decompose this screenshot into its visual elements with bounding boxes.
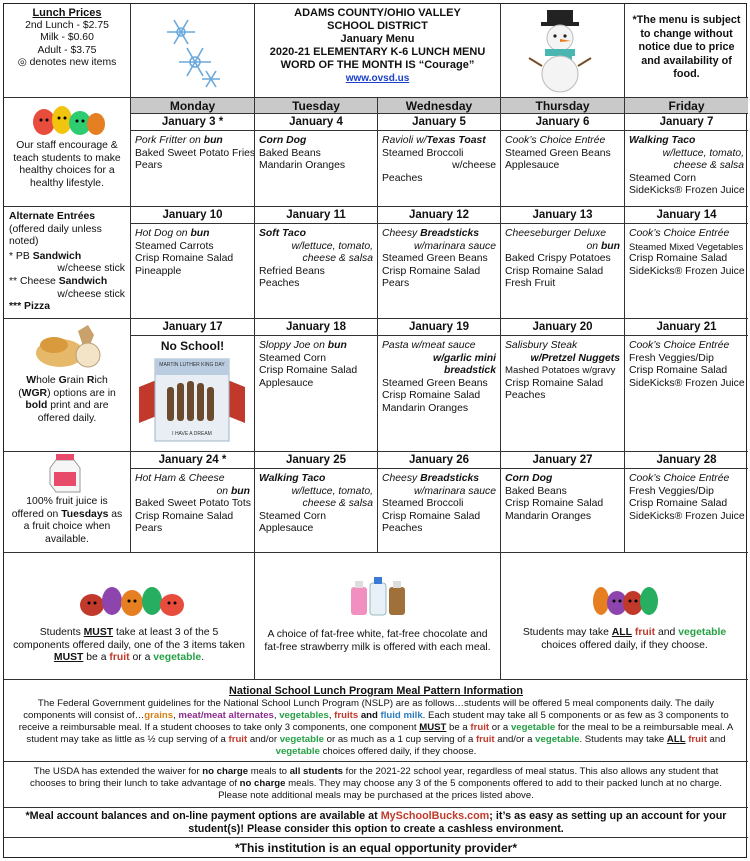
date-header: January 14 (656, 209, 717, 221)
milk-text: A choice of fat-free white, fat-free chocolate and fat-free strawberry milk is offered with each meal. (264, 629, 491, 653)
alternate-cheese-sandwich: ** Cheese Sandwich (9, 275, 108, 287)
mlk-dream-text: I HAVE A DREAM (172, 431, 212, 437)
menu-item: Crisp Romaine Salad (629, 498, 728, 510)
day-cell (254, 451, 377, 552)
day-header-friday: Friday (624, 97, 748, 113)
day-cell (377, 318, 500, 451)
menu-item: Hot Dog on bun (135, 228, 210, 239)
date-header: January 13 (532, 209, 593, 221)
menu-item: SideKicks® Frozen Juice (629, 377, 745, 389)
menu-item: Sloppy Joe on bun (259, 340, 347, 351)
date-header: January 3 * (161, 116, 224, 128)
day-cell (254, 318, 377, 451)
snowman-image-cell (500, 4, 624, 97)
milk-cartons-icon (255, 553, 501, 625)
menu-item: Mandarin Oranges (505, 510, 592, 522)
usda-waiver (4, 761, 748, 807)
date-header: January 17 (162, 321, 223, 333)
menu-item: Baked Sweet Potato Fries (135, 147, 256, 159)
menu-item: Steamed Corn (629, 172, 696, 184)
date-header: January 20 (532, 321, 593, 333)
menu-item: Steamed Corn (259, 352, 326, 364)
day-cell (377, 451, 500, 552)
date-header: January 18 (285, 321, 347, 333)
menu-item: Crisp Romaine Salad (382, 510, 481, 522)
menu-items (131, 468, 254, 537)
menu-items (131, 223, 254, 279)
menu-item: Steamed Carrots (135, 240, 214, 252)
menu-item: Crisp Romaine Salad (629, 365, 728, 377)
menu-item: Salisbury Steak (505, 340, 578, 351)
menu-item: Steamed Green Beans (382, 377, 488, 389)
menu-item: Pasta w/meat sauce (382, 340, 476, 351)
menu-item: Pears (135, 523, 163, 535)
date-header: January 5 (412, 116, 466, 128)
menu-item: SideKicks® Frozen Juice (629, 510, 745, 522)
menu-item: Steamed Corn (259, 510, 326, 522)
snowman-icon (501, 4, 623, 97)
menu-item: Cheesy Breadsticks (382, 473, 480, 484)
price-2nd-lunch: 2nd Lunch - $2.75 (25, 19, 109, 31)
produce-characters-icon (501, 553, 749, 627)
menu-item: Walking Taco (629, 135, 696, 146)
menu-item: breadstick (444, 365, 496, 377)
day-cell (624, 451, 748, 552)
menu-item: Mashed Potatoes w/gravy (505, 365, 616, 377)
menu-item: Refried Beans (259, 265, 325, 277)
menu-item: Pears (135, 160, 163, 172)
snowflake-icon (131, 4, 253, 97)
menu-item: Crisp Romaine Salad (382, 390, 481, 402)
day-cell (130, 318, 254, 451)
day-cell (377, 113, 500, 206)
menu-item: Fresh Fruit (505, 278, 556, 290)
menu-item: Crisp Romaine Salad (382, 265, 481, 277)
menu-item: w/cheese (452, 160, 496, 172)
menu-item: Crisp Romaine Salad (505, 377, 604, 389)
menu-item: Steamed Green Beans (505, 147, 611, 159)
district-line-1: ADAMS COUNTY/OHIO VALLEY (294, 7, 461, 19)
lunch-prices (4, 4, 130, 97)
equal-opportunity-statement: *This institution is an equal opportunity provider* (4, 837, 748, 858)
day-header-tuesday: Tuesday (254, 97, 377, 113)
date-header: January 7 (659, 116, 714, 128)
date-header: January 10 (162, 209, 223, 221)
day-header-thursday: Thursday (500, 97, 624, 113)
menu-item: Baked Beans (259, 147, 321, 159)
menu-item: w/marinara sauce (413, 240, 496, 252)
menu-item: Baked Crispy Potatoes (505, 253, 611, 265)
day-cell (130, 451, 254, 552)
juice-carton-icon (4, 452, 130, 496)
info-fruit-veg (500, 552, 748, 679)
date-header: January 27 (532, 454, 593, 466)
menu-item: Cook’s Choice Entrée (629, 340, 730, 351)
menu-item: on bun (586, 240, 620, 252)
date-header: January 19 (408, 321, 470, 333)
snowflake-image-cell (130, 4, 254, 97)
fruit-veg-text: Students may take ALL fruit and vegetable choices offered daily, if they choose. (522, 627, 727, 651)
date-header: January 28 (656, 454, 717, 466)
menu-item: cheese & salsa (673, 160, 744, 172)
alternate-subtitle: (offered daily unless noted) (9, 223, 102, 248)
menu-item: Applesauce (259, 523, 314, 535)
day-cell (130, 113, 254, 206)
menu-item: Crisp Romaine Salad (135, 253, 234, 265)
menu-item: SideKicks® Frozen Juice (629, 185, 745, 197)
menu-item: w/lettuce, tomato, (662, 147, 744, 159)
menu-item: SideKicks® Frozen Juice (629, 265, 745, 277)
alternate-title: Alternate Entrées (9, 211, 96, 222)
menu-items (378, 335, 500, 417)
fruit-juice-text: 100% fruit juice is offered on Tuesdays as a fruit choice when available. (11, 496, 123, 545)
date-header: January 24 * (158, 454, 227, 466)
info-milk (254, 552, 500, 679)
menu-items (255, 130, 377, 174)
side-alternate-entrees (4, 206, 130, 318)
menu-item: Peaches (382, 523, 423, 535)
date-header: January 25 (285, 454, 347, 466)
menu-item: Pork Fritter on bun (135, 135, 223, 146)
menu-item: Fresh Veggies/Dip (629, 485, 714, 497)
menu-item: Crisp Romaine Salad (505, 265, 604, 277)
menu-item: Applesauce (259, 377, 314, 389)
menu-items (378, 223, 500, 292)
mlk-banner-text: MARTIN LUTHER KING DAY (159, 362, 225, 368)
date-header: January 4 (289, 116, 343, 128)
alternate-pb-side: w/cheese stick (57, 263, 125, 275)
menu-items (501, 468, 624, 524)
day-cell (130, 206, 254, 318)
menu-items (625, 468, 748, 524)
menu-item: Baked Sweet Potato Tots (135, 498, 251, 510)
side-whole-grain (4, 318, 130, 451)
nslp-section (4, 679, 748, 761)
alternate-cheese-side: w/cheese stick (57, 288, 125, 300)
menu-title: 2020-21 ELEMENTARY K-6 LUNCH MENU (269, 46, 486, 58)
menu-item: Mandarin Oranges (259, 160, 346, 172)
menu-item: Corn Dog (505, 473, 553, 484)
menu-item: Soft Taco (259, 228, 306, 239)
menu-item: Cheesy Breadsticks (382, 228, 480, 239)
district-line-2: SCHOOL DISTRICT (327, 20, 428, 32)
menu-change-notice: *The menu is subject to change without notice due to price and availability of food. (624, 4, 748, 97)
menu-items (625, 130, 748, 199)
menu-item: Steamed Broccoli (382, 147, 464, 159)
menu-item: Pineapple (135, 265, 182, 277)
whole-grain-text: Whole Grain Rich (WGR) options are in bold print and are offered daily. (18, 375, 116, 424)
menu-item: w/lettuce, tomato, (291, 485, 373, 497)
day-cell (254, 206, 377, 318)
menu-item: Cook’s Choice Entrée (505, 135, 606, 146)
date-header: January 12 (408, 209, 470, 221)
day-cell (624, 206, 748, 318)
price-adult: Adult - $3.75 (37, 44, 97, 56)
menu-item: Steamed Broccoli (382, 498, 464, 510)
word-of-month: WORD OF THE MONTH IS “Courage” (280, 59, 475, 71)
vegetable-characters-icon (4, 553, 254, 627)
menu-item: Crisp Romaine Salad (259, 365, 358, 377)
menu-items (131, 335, 254, 445)
menu-item: cheese & salsa (302, 253, 373, 265)
price-milk: Milk - $0.60 (40, 32, 94, 44)
day-cell (254, 113, 377, 206)
new-items-note: ◎ denotes new items (17, 57, 117, 69)
menu-items (378, 468, 500, 537)
side-healthy-choices (4, 97, 130, 206)
menu-item: w/garlic mini (433, 352, 496, 364)
menu-item: on bun (216, 485, 250, 497)
day-cell (377, 206, 500, 318)
menu-month: January Menu (340, 33, 415, 45)
date-header: January 26 (408, 454, 470, 466)
menu-item: Applesauce (505, 160, 560, 172)
menu-item: Peaches (259, 278, 300, 290)
menu-item: w/Pretzel Nuggets (530, 352, 620, 364)
menu-item: w/lettuce, tomato, (291, 240, 373, 252)
menu-item: Crisp Romaine Salad (629, 253, 728, 265)
menu-item: w/marinara sauce (413, 485, 496, 497)
menu-items (501, 223, 624, 292)
day-cell (500, 318, 624, 451)
components-text: Students MUST take at least 3 of the 5 components offered daily, one of the 3 items taken MUST be a fruit or a vegetable. (13, 627, 245, 664)
menu-items (501, 335, 624, 404)
alternate-pb-sandwich: * PB Sandwich (9, 250, 82, 262)
menu-item: Ravioli w/Texas Toast (382, 135, 486, 146)
menu-item: Pears (382, 278, 410, 290)
no-school-label: No School! (160, 339, 225, 353)
menu-item: Cook’s Choice Entrée (629, 228, 730, 239)
menu-items (378, 130, 500, 186)
nslp-text: The Federal Government guidelines for the National School Lunch Program (NSLP) are as follows…students will be offered 5 meal components daily. The daily components will consist of…grains, meat/meat alternates, vegetables, fruits and fluid milk. Each student may take all 5 components or as few as 3 components to receive a reimbursable meal. If a student chooses to take only 3 components, one component MUST be a fruit or a vegetable for the meal to be a reimbursable meal. A student may take as little as ½ cup serving of a fruit and/or vegetable or as much as a 1 cup serving of a fruit and/or a vegetable. Students may take ALL fruit and vegetable choices offered daily, if they choose. (18, 698, 734, 757)
menu-item: Fresh Veggies/Dip (629, 352, 714, 364)
new-item-marker-icon: ◎ (17, 57, 27, 69)
myschoolbucks-link[interactable]: MySchoolBucks.com (380, 810, 490, 822)
menu-item: Peaches (382, 172, 423, 184)
menu-item: Cook’s Choice Entrée (629, 473, 730, 484)
bread-basket-icon (4, 319, 130, 375)
menu-items (255, 468, 377, 537)
menu-items (255, 223, 377, 292)
info-components (4, 552, 254, 679)
day-cell (500, 113, 624, 206)
district-website-link[interactable]: www.ovsd.us (345, 73, 410, 84)
meal-account-notice: *Meal account balances and on-line payment options are available at MySchoolBucks.com; it’s as easy as setting up an account for your student(s)! Please consider this option to create a cashless environment. (4, 807, 748, 837)
date-header: January 6 (535, 116, 590, 128)
day-cell (500, 206, 624, 318)
district-title-block (254, 4, 500, 97)
healthy-choices-text: Our staff encourage & teach students to make healthy choices for a healthy lifestyle. (13, 140, 121, 189)
menu-item: Corn Dog (259, 135, 307, 146)
date-header: January 11 (286, 209, 346, 221)
menu-item: cheese & salsa (302, 498, 373, 510)
day-cell (500, 451, 624, 552)
usda-text: The USDA has extended the waiver for no charge meals to all students for the 2021-22 school year, regardless of meal status. This also allows any student that chooses to bring their lunch to take advantage of no charge meals. They may choose any 3 of the 5 components offered to add to their packed lunch at no charge. Please note additional meals may be purchased at the prices listed above. (30, 766, 722, 801)
menu-item: Steamed Green Beans (382, 253, 488, 265)
nslp-title: National School Lunch Program Meal Pattern Information (229, 685, 523, 697)
alternate-pizza: *** Pizza (9, 301, 51, 313)
date-header: January 21 (656, 321, 717, 333)
menu-item: Steamed Mixed Vegetables (629, 240, 744, 252)
menu-item: Cheeseburger Deluxe (505, 228, 607, 239)
menu-item: Mandarin Oranges (382, 402, 469, 414)
menu-item: Baked Beans (505, 485, 567, 497)
side-fruit-juice (4, 451, 130, 552)
menu-items (131, 130, 254, 174)
menu-items (255, 335, 377, 391)
day-header-monday: Monday (130, 97, 254, 113)
menu-items (625, 335, 748, 391)
day-cell (624, 113, 748, 206)
day-cell (624, 318, 748, 451)
menu-item: Peaches (505, 390, 546, 402)
menu-item: Walking Taco (259, 473, 326, 484)
menu-items (625, 223, 748, 279)
prices-title: Lunch Prices (32, 7, 102, 19)
menu-item: Crisp Romaine Salad (505, 498, 604, 510)
menu-item: Crisp Romaine Salad (135, 510, 234, 522)
mlk-day-image (131, 353, 253, 445)
menu-item: Hot Ham & Cheese (135, 473, 225, 484)
day-header-wednesday: Wednesday (377, 97, 500, 113)
menu-items (501, 130, 624, 174)
menu-page (3, 3, 747, 858)
fruit-characters-icon (4, 98, 130, 140)
